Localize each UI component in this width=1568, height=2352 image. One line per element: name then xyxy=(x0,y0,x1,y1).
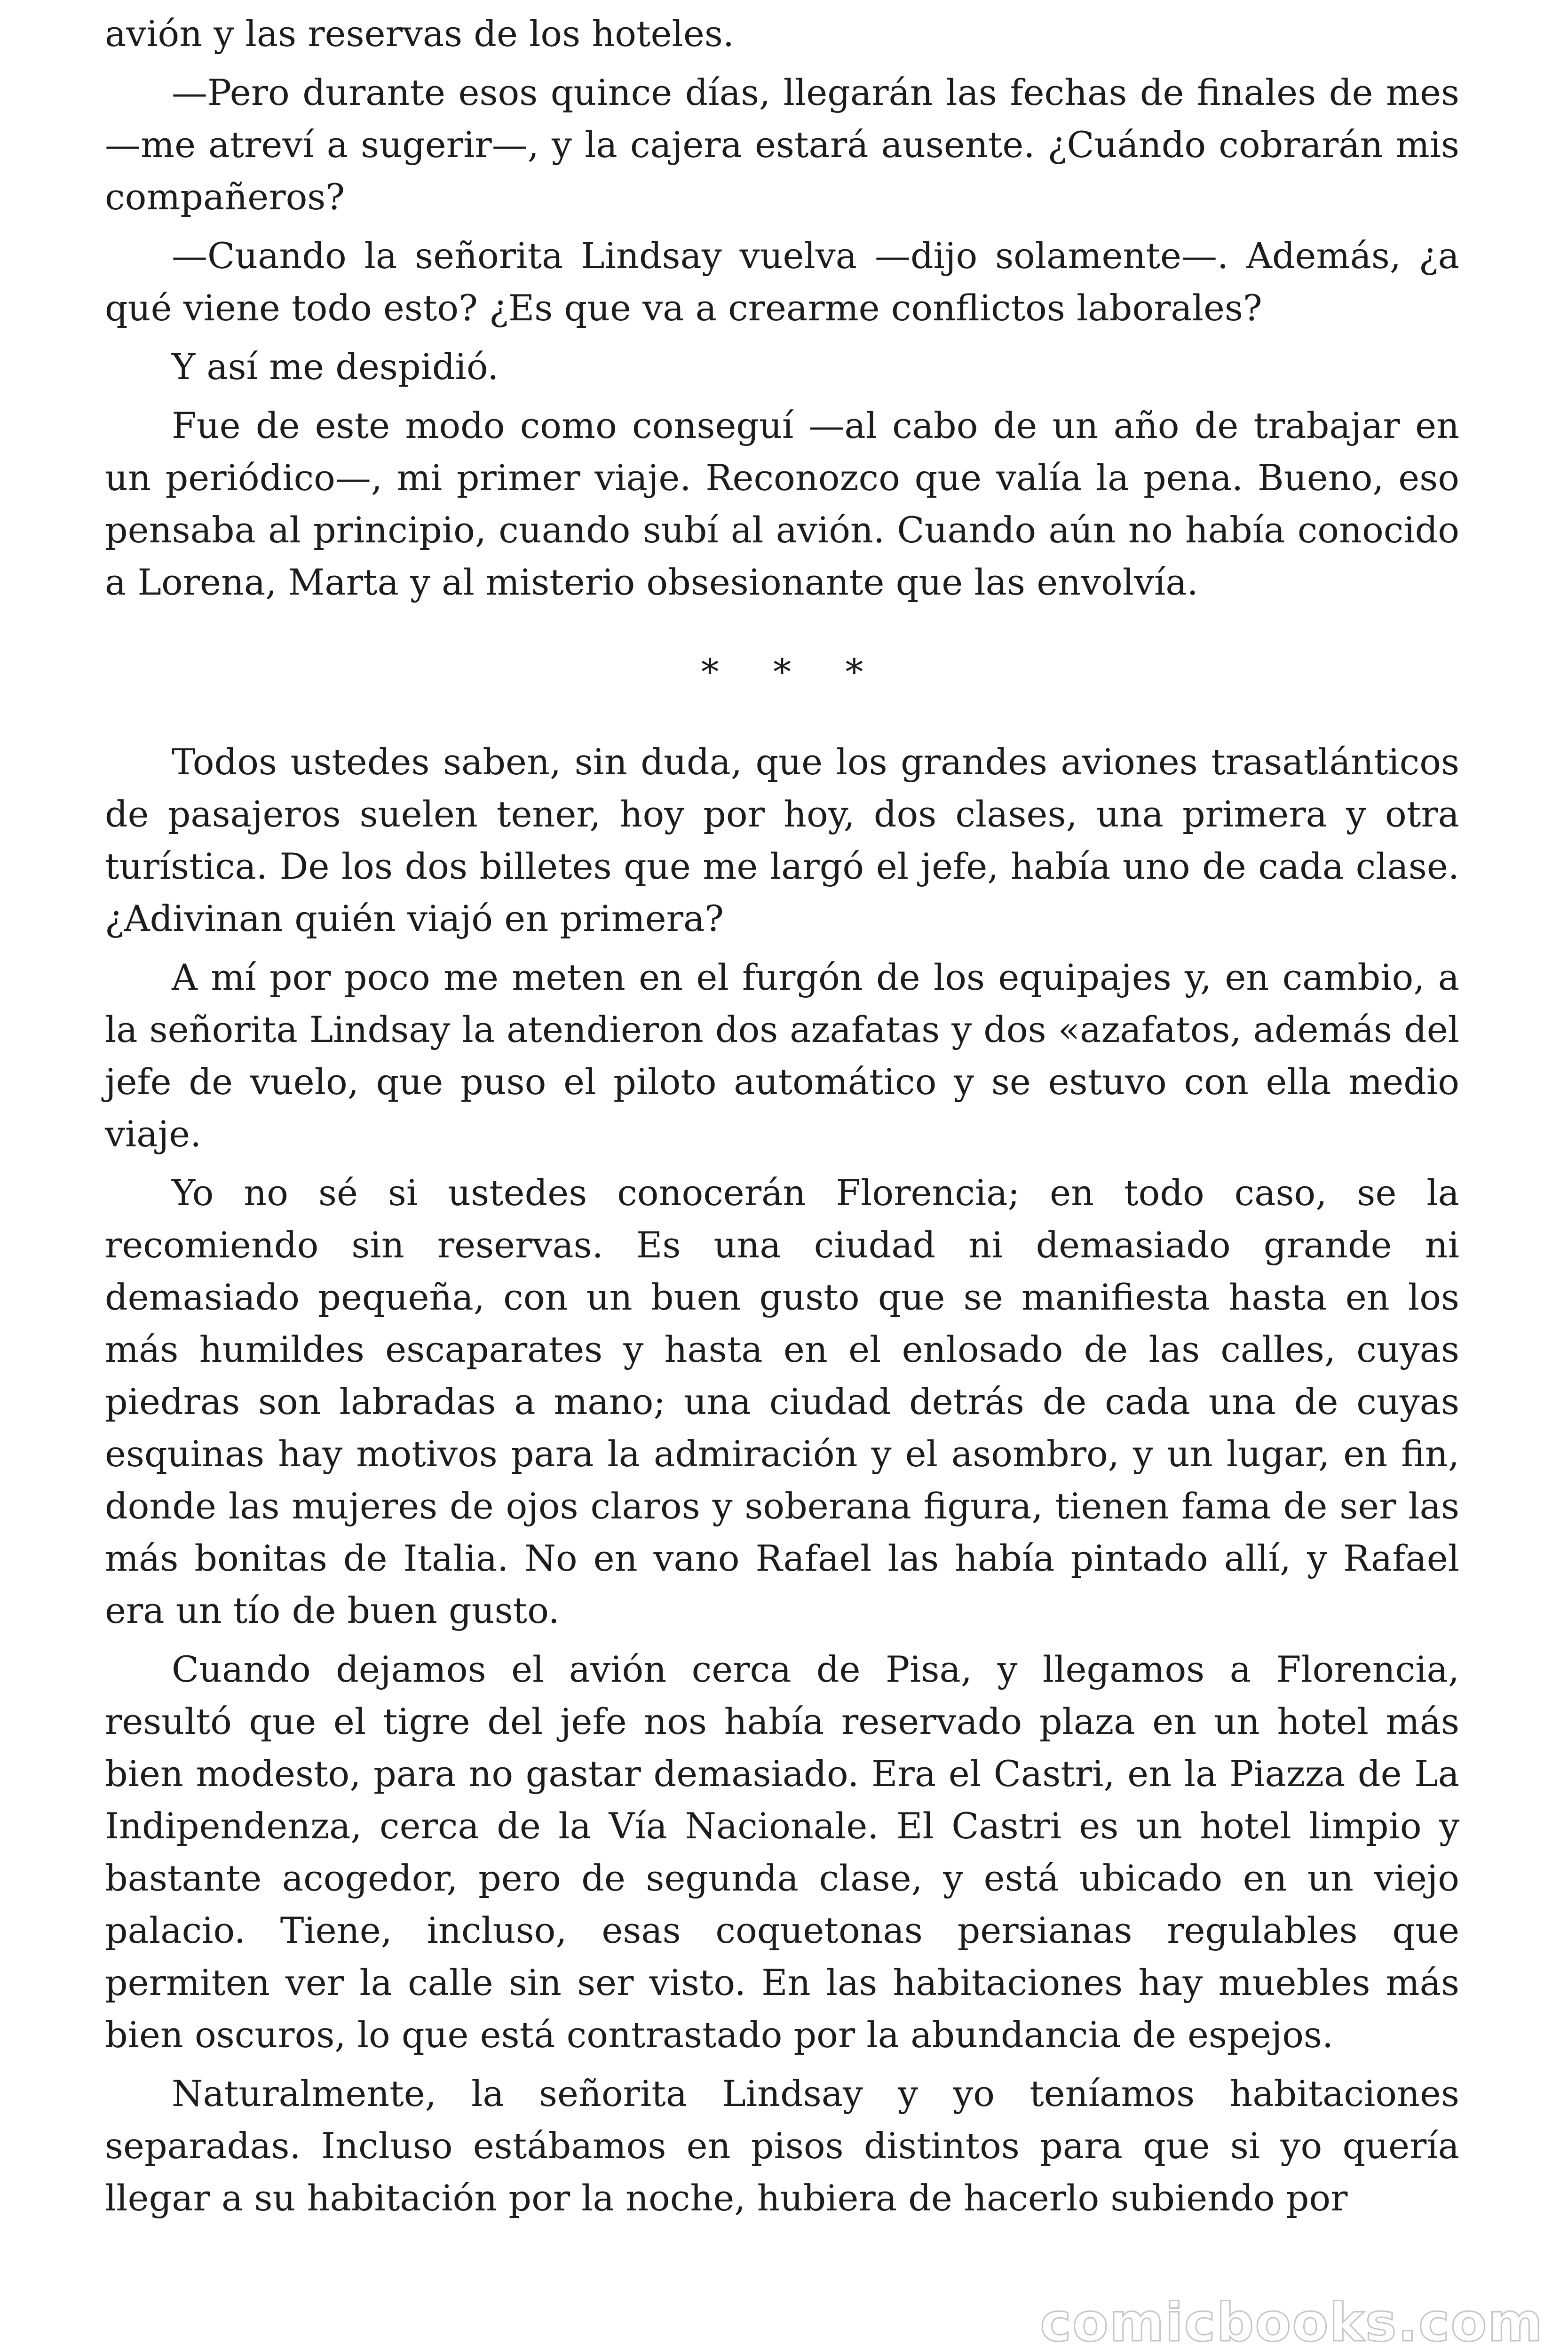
paragraph: —Cuando la señorita Lindsay vuelva —dijo solamente—. Además, ¿a qué viene todo esto? ¿Es que va a crearme conflictos laborales? xyxy=(105,235,1459,329)
paragraph: avión y las reservas de los hoteles. xyxy=(105,13,734,55)
paragraph: Naturalmente, la señorita Lindsay y yo teníamos habitaciones separadas. Incluso estábamos en pisos distintos para que si yo quería llegar a su habitación por la noche, hubiera de hacerlo subiendo por xyxy=(105,2073,1459,2219)
paragraph: —Pero durante esos quince días, llegarán las fechas de finales de mes —me atreví a sugerir—, y la cajera estará ausente. ¿Cuándo cobrarán mis compañeros? xyxy=(105,72,1459,218)
watermark: comicbooks.com xyxy=(1040,2292,1544,2352)
paragraph: A mí por poco me meten en el furgón de los equipajes y, en cambio, a la señorita Lindsay la atendieron dos azafatas y dos «azafatos, además del jefe de vuelo, que puso el piloto automático y se estuvo con ella medio viaje. xyxy=(105,956,1459,1155)
paragraph: Todos ustedes saben, sin duda, que los grandes aviones trasatlánticos de pasajeros suelen tener, hoy por hoy, dos clases, una primera y otra turística. De los dos billetes que me largó el jefe, había uno de cada clase. ¿Adivinan quién viajó en primera? xyxy=(105,741,1459,939)
paragraph: Yo no sé si ustedes conocerán Florencia; en todo caso, se la recomiendo sin reservas. Es una ciudad ni demasiado grande ni demasiado pequeña, con un buen gusto que se manifiesta hasta en los más humildes escaparates y hasta en el enlosado de las calles, cuyas piedras son labradas a mano; una ciudad detrás de cada una de cuyas esquinas hay motivos para la admiración y el asombro, y un lugar, en fin, donde las mujeres de ojos claros y soberana figura, tienen fama de ser las más bonitas de Italia. No en vano Rafael las había pintado allí, y Rafael era un tío de buen gusto. xyxy=(105,1172,1459,1631)
text-column xyxy=(105,8,1459,2231)
paragraph: Cuando dejamos el avión cerca de Pisa, y llegamos a Florencia, resultó que el tigre del jefe nos había reservado plaza en un hotel más bien modesto, para no gastar demasiado. Era el Castri, en la Piazza de La Indipendenza, cerca de la Vía Nacionale. El Castri es un hotel limpio y bastante acogedor, pero de segunda clase, y está ubicado en un viejo palacio. Tiene, incluso, esas coquetonas persianas regulables que permiten ver la calle sin ser visto. En las habitaciones hay muebles más bien oscuros, lo que está contrastado por la abundancia de espejos. xyxy=(105,1648,1459,2056)
section-break: * * * xyxy=(701,651,885,693)
paragraph: Y así me despidió. xyxy=(172,346,499,388)
paragraph: Fue de este modo como conseguí —al cabo de un año de trabajar en un periódico—, mi primer viaje. Reconozco que valía la pena. Bueno, eso pensaba al principio, cuando subí al avión. Cuando aún no había conocido a Lorena, Marta y al misterio obsesionante que las envolvía. xyxy=(105,405,1459,603)
